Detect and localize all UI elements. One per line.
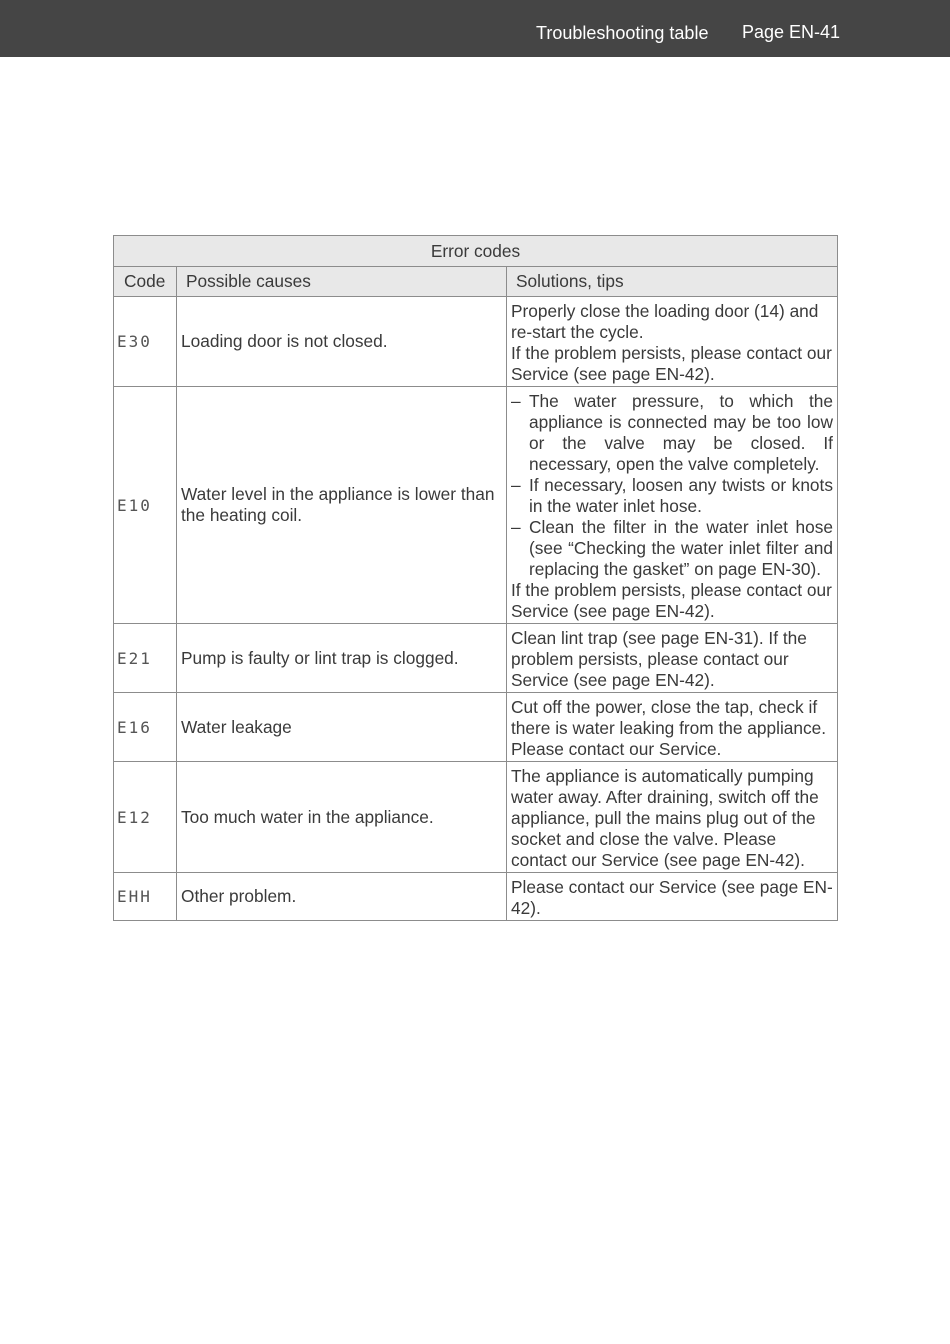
error-solution: [507, 387, 838, 624]
solution-text: Please contact our Service.: [511, 739, 722, 759]
table-row: [114, 387, 838, 624]
solution-text: The appliance is automatically pumping water away. After draining, switch off the appliance, pull the mains plug out of the socket and close the valve. Please contact our Service (see page EN-42).: [511, 766, 819, 870]
error-code: EHH: [114, 873, 177, 921]
header-bar: [0, 0, 950, 57]
header-page-number: Page EN-41: [742, 22, 841, 42]
dash-bullet-icon: –: [511, 475, 521, 495]
solution-text: If the problem persists, please contact our Service (see page EN-42).: [511, 343, 832, 384]
table-row: [114, 762, 838, 873]
table-row: [114, 297, 838, 387]
dash-bullet-icon: –: [511, 391, 521, 411]
error-solution: [507, 762, 838, 873]
error-solution: [507, 297, 838, 387]
solution-bullet-list: [511, 391, 833, 580]
error-code: E12: [114, 762, 177, 873]
column-header-solutions: Solutions, tips: [507, 267, 838, 297]
solution-bullet: – Clean the filter in the water inlet hose (see “Checking the water inlet filter and replacing the gasket” on page EN-30).: [511, 517, 833, 579]
solution-text: Cut off the power, close the tap, check if there is water leaking from the appliance.: [511, 697, 827, 738]
error-code: E21: [114, 624, 177, 693]
error-cause: Loading door is not closed.: [177, 297, 507, 387]
error-code: E16: [114, 693, 177, 762]
table-row: [114, 693, 838, 762]
error-cause: Water leakage: [177, 693, 507, 762]
solution-bullet: – The water pressure, to which the appliance is connected may be too low or the valve may be closed. If necessary, open the valve completely.: [511, 391, 833, 474]
error-solution: [507, 624, 838, 693]
table-row: [114, 624, 838, 693]
solution-text: Properly close the loading door (14) and re-start the cycle.: [511, 301, 819, 342]
error-solution: [507, 693, 838, 762]
column-header-causes: Possible causes: [177, 267, 507, 297]
error-code: E30: [114, 297, 177, 387]
dash-bullet-icon: –: [511, 517, 521, 537]
error-codes-table: [113, 235, 838, 921]
table-row: [114, 873, 838, 921]
error-cause: Too much water in the appliance.: [177, 762, 507, 873]
error-cause: Pump is faulty or lint trap is clogged.: [177, 624, 507, 693]
solution-text: If the problem persists, please contact our Service (see page EN-42).: [511, 580, 832, 621]
error-solution: [507, 873, 838, 921]
error-code: E10: [114, 387, 177, 624]
header-section-title: Troubleshooting table: [536, 23, 709, 43]
column-header-code: Code: [114, 267, 177, 297]
error-cause: Water level in the appliance is lower than the heating coil.: [177, 387, 507, 624]
solution-bullet: – If necessary, loosen any twists or knots in the water inlet hose.: [511, 475, 833, 516]
solution-text: Clean lint trap (see page EN-31). If the problem persists, please contact our Service (see page EN-42).: [511, 628, 807, 690]
solution-text: Please contact our Service (see page EN-42).: [511, 877, 833, 918]
table-title: Error codes: [114, 236, 838, 267]
error-cause: Other problem.: [177, 873, 507, 921]
